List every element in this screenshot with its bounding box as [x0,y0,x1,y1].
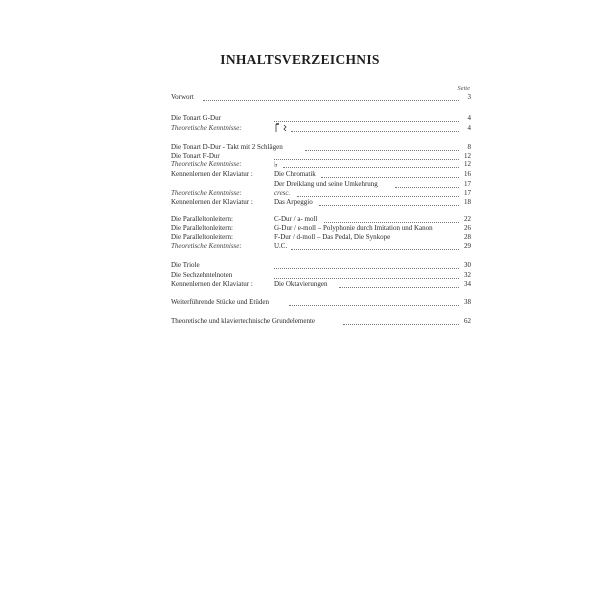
toc-entry [171,114,471,123]
page-number: 38 [464,298,471,306]
dot-leader [395,187,459,188]
entry-title: Die Paralleltonleitern: [171,224,234,232]
entry-title: Kennenlernen der Klaviatur : [171,170,253,178]
toc-entry [171,93,471,102]
page-number: 17 [464,189,471,197]
toc-entry [171,317,471,326]
dot-leader [324,222,459,223]
note-rest-icon [274,123,290,135]
toc-entry [171,271,471,280]
entry-title: Die Paralleltonleitern: [171,233,234,241]
toc-entry [171,124,471,133]
toc-entry [171,261,471,270]
page-number: 12 [464,152,471,160]
flat-icon: ♭ [274,160,278,169]
entry-title: Kennenlernen der Klaviatur : [171,280,253,288]
page-number: 8 [467,143,471,151]
dot-leader [291,249,459,250]
dot-leader [274,278,459,279]
dot-leader [274,121,459,122]
toc-entry [171,180,471,189]
toc-entry [171,170,471,179]
entry-title: Vorwort [171,93,194,101]
entry-title: Theoretische Kenntnisse: [171,124,242,132]
entry-subtitle: F-Dur / d-moll – Das Pedal, Die Synkope [274,233,391,241]
entry-subtitle: G-Dur / e-moll – Polyphonie durch Imitation und Kanon [274,224,433,232]
page-number: 62 [464,317,471,325]
dot-leader [339,287,459,288]
dot-leader [305,150,459,151]
toc-title: INHALTSVERZEICHNIS [220,52,380,67]
dot-leader [291,131,459,132]
page-number: 30 [464,261,471,269]
entry-subtitle: C-Dur / a- moll [274,215,318,223]
page-number: 4 [467,114,471,122]
page-number: 16 [464,170,471,178]
page-number: 12 [464,160,471,168]
entry-title: Die Sechzehntelnoten [171,271,233,279]
dot-leader [283,167,459,168]
page-column-label: Seite [457,85,470,92]
entry-subtitle: Die Chromatik [274,170,316,178]
page-number: 18 [464,198,471,206]
dot-leader [289,305,459,306]
dot-leader [274,268,459,269]
toc-entry [171,215,471,224]
dot-leader [321,177,459,178]
toc-entry [171,143,471,152]
entry-title: Die Triole [171,261,200,269]
page-number: 32 [464,271,471,279]
entry-title: Die Tonart D-Dur - Takt mit 2 Schlägen [171,143,283,151]
page-number: 22 [464,215,471,223]
page-number: 4 [467,124,471,132]
page-number: 17 [464,180,471,188]
dot-leader [319,205,459,206]
entry-title: Theoretische Kenntnisse: [171,160,242,168]
page-number: 34 [464,280,471,288]
entry-title: Theoretische Kenntnisse: [171,242,242,250]
toc-entry [171,242,471,251]
entry-subtitle: Das Arpeggio [274,198,313,206]
entry-title: Theoretische Kenntnisse: [171,189,242,197]
dot-leader [297,196,459,197]
toc-entry [171,298,471,307]
entry-subtitle: Die Oktavierungen [274,280,328,288]
page-number: 26 [464,224,471,232]
entry-subtitle: cresc. [274,189,291,197]
entry-subtitle: U.C. [274,242,288,250]
entry-subtitle: Der Dreiklang und seine Umkehrung [274,180,378,188]
entry-title: Kennenlernen der Klaviatur : [171,198,253,206]
page-number: 28 [464,233,471,241]
page-number: 3 [467,93,471,101]
dot-leader [203,100,459,101]
toc-entry [171,160,471,169]
toc-entry [171,189,471,198]
toc-entry [171,280,471,289]
toc-entry [171,224,471,233]
toc-entry [171,233,471,242]
entry-title: Die Tonart F-Dur [171,152,220,160]
toc-entry [171,198,471,207]
entry-title: Theoretische und klaviertechnische Grundelemente [171,317,316,325]
entry-title: Die Tonart G-Dur [171,114,221,122]
entry-title: Die Paralleltonleitern: [171,215,234,223]
page-number: 29 [464,242,471,250]
entry-title: Weiterführende Stücke und Etüden [171,298,269,306]
dot-leader [343,324,459,325]
